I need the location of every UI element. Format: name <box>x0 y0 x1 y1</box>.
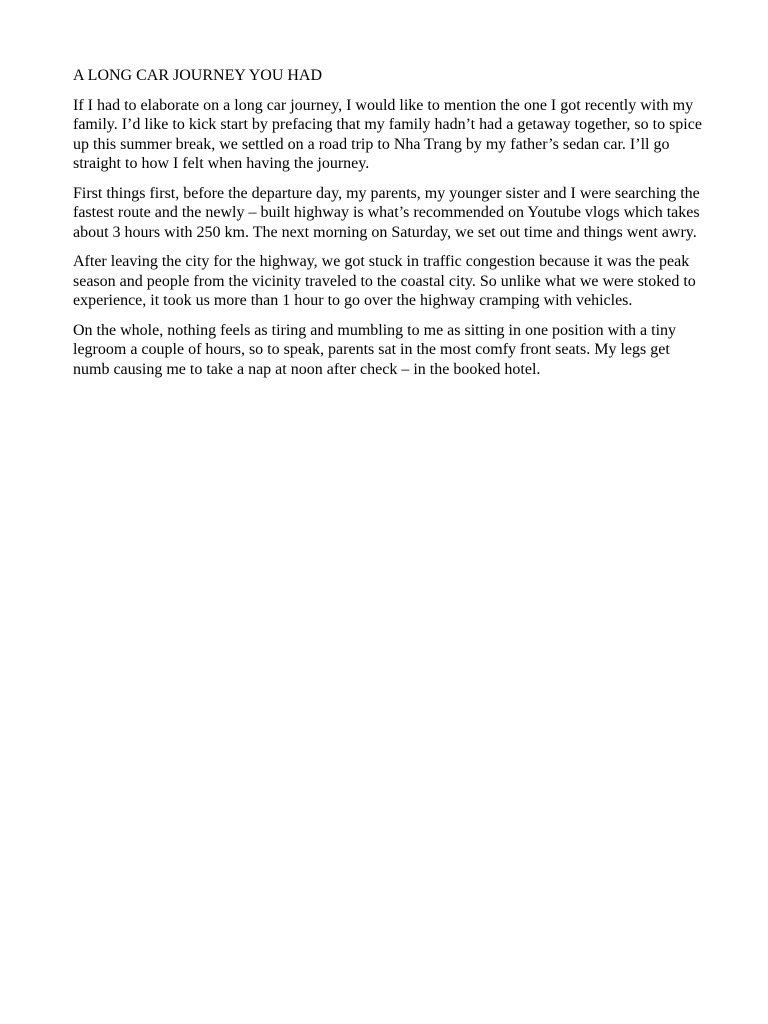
paragraph-departure: First things first, before the departure day, my parents, my younger sister and I were searching the fastest route and the newly – built highway is what’s recommended on Youtube vlogs which takes about 3 hours with 250 km. The next morning on Saturday, we set out time and things went awry. <box>73 184 700 241</box>
document-body <box>73 66 703 389</box>
paragraph-traffic: After leaving the city for the highway, we got stuck in traffic congestion because it was the peak season and people from the vicinity traveled to the coastal city. So unlike what we were stoked to experience, it took us more than 1 hour to go over the highway cramping with vehicles. <box>73 253 696 309</box>
paragraph-intro: If I had to elaborate on a long car journey, I would like to mention the one I got recently with my family. I’d like to kick start by prefacing that my family hadn’t had a getaway together, so to spice up this summer break, we settled on a road trip to Nha Trang by my father’s sedan car. I’ll go straight to how I felt when having the journey. <box>73 96 702 172</box>
document-title: A LONG CAR JOURNEY YOU HAD <box>73 67 323 84</box>
paragraph-conclusion: On the whole, nothing feels as tiring and mumbling to me as sitting in one position with a tiny legroom a couple of hours, so to speak, parents sat in the most comfy front seats. My legs get numb causing me to take a nap at noon after check – in the booked hotel. <box>73 321 677 378</box>
